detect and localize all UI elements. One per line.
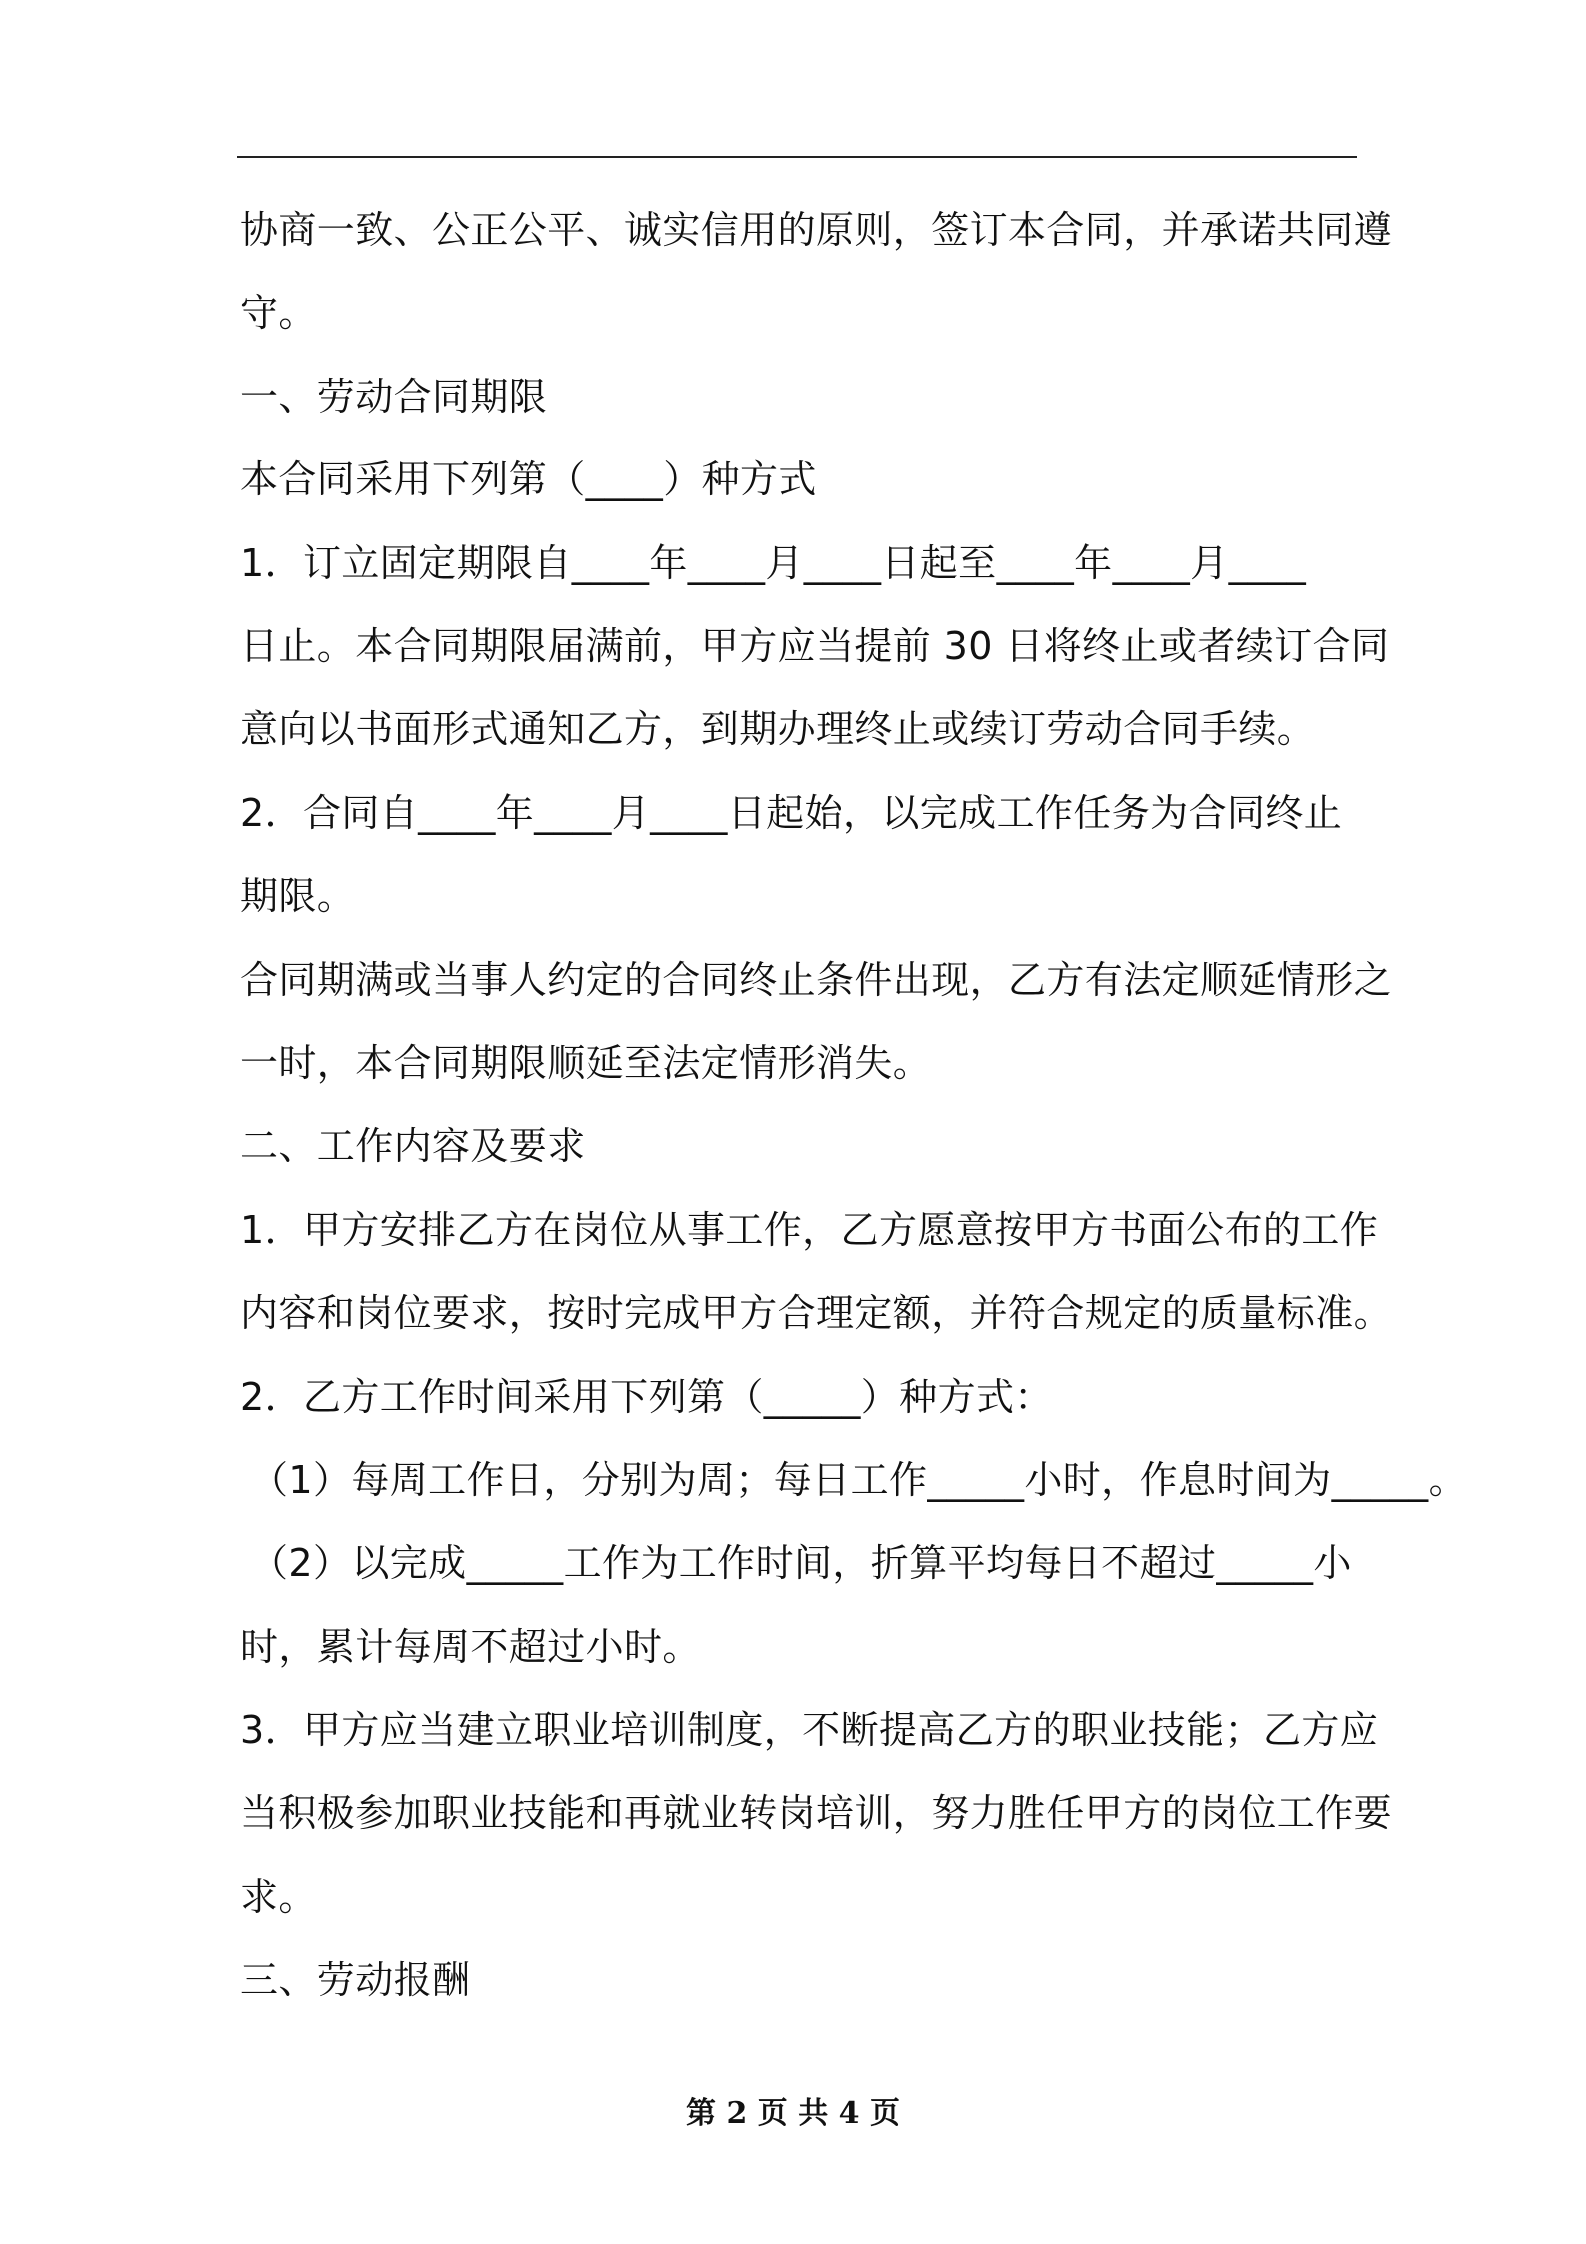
text-line: 一时，本合同期限顺延至法定情形消失。 [240,1041,932,1085]
text-line: （2）以完成_____工作为工作时间，折算平均每日不超过_____小 [250,1541,1352,1585]
text-line: 协商一致、公正公平、诚实信用的原则，签订本合同，并承诺共同遵 [240,208,1393,252]
text-line: 3．甲方应当建立职业培训制度，不断提高乙方的职业技能；乙方应 [240,1708,1379,1752]
text-line: 1．订立固定期限自____年____月____日起至____年____月____ [240,541,1307,585]
section-heading: 三、劳动报酬 [240,1958,471,2002]
header-rule [237,156,1357,158]
text-line: 合同期满或当事人约定的合同终止条件出现，乙方有法定顺延情形之 [240,958,1393,1002]
text-line: （1）每周工作日，分别为周；每日工作_____小时，作息时间为_____。 [250,1458,1467,1502]
text-line: 守。 [240,291,317,335]
text-line: 1．甲方安排乙方在岗位从事工作，乙方愿意按甲方书面公布的工作 [240,1208,1379,1252]
text-line: 2．乙方工作时间采用下列第（_____）种方式： [240,1375,1053,1419]
text-line: 2．合同自____年____月____日起始，以完成工作任务为合同终止 [240,791,1343,835]
text-line: 当积极参加职业技能和再就业转岗培训，努力胜任甲方的岗位工作要 [240,1791,1393,1835]
text-line: 日止。本合同期限届满前，甲方应当提前 30 日将终止或者续订合同 [240,624,1390,668]
text-line: 时，累计每周不超过小时。 [240,1625,701,1669]
text-line: 本合同采用下列第（____）种方式 [240,457,817,501]
text-line: 意向以书面形式通知乙方，到期办理终止或续订劳动合同手续。 [240,707,1316,751]
text-line: 求。 [240,1875,317,1919]
page-number-footer: 第 2 页 共 4 页 [686,2096,900,2131]
section-heading: 一、劳动合同期限 [240,375,548,419]
section-heading: 二、工作内容及要求 [240,1124,586,1168]
text-line: 内容和岗位要求，按时完成甲方合理定额，并符合规定的质量标准。 [240,1291,1393,1335]
text-line: 期限。 [240,874,356,918]
